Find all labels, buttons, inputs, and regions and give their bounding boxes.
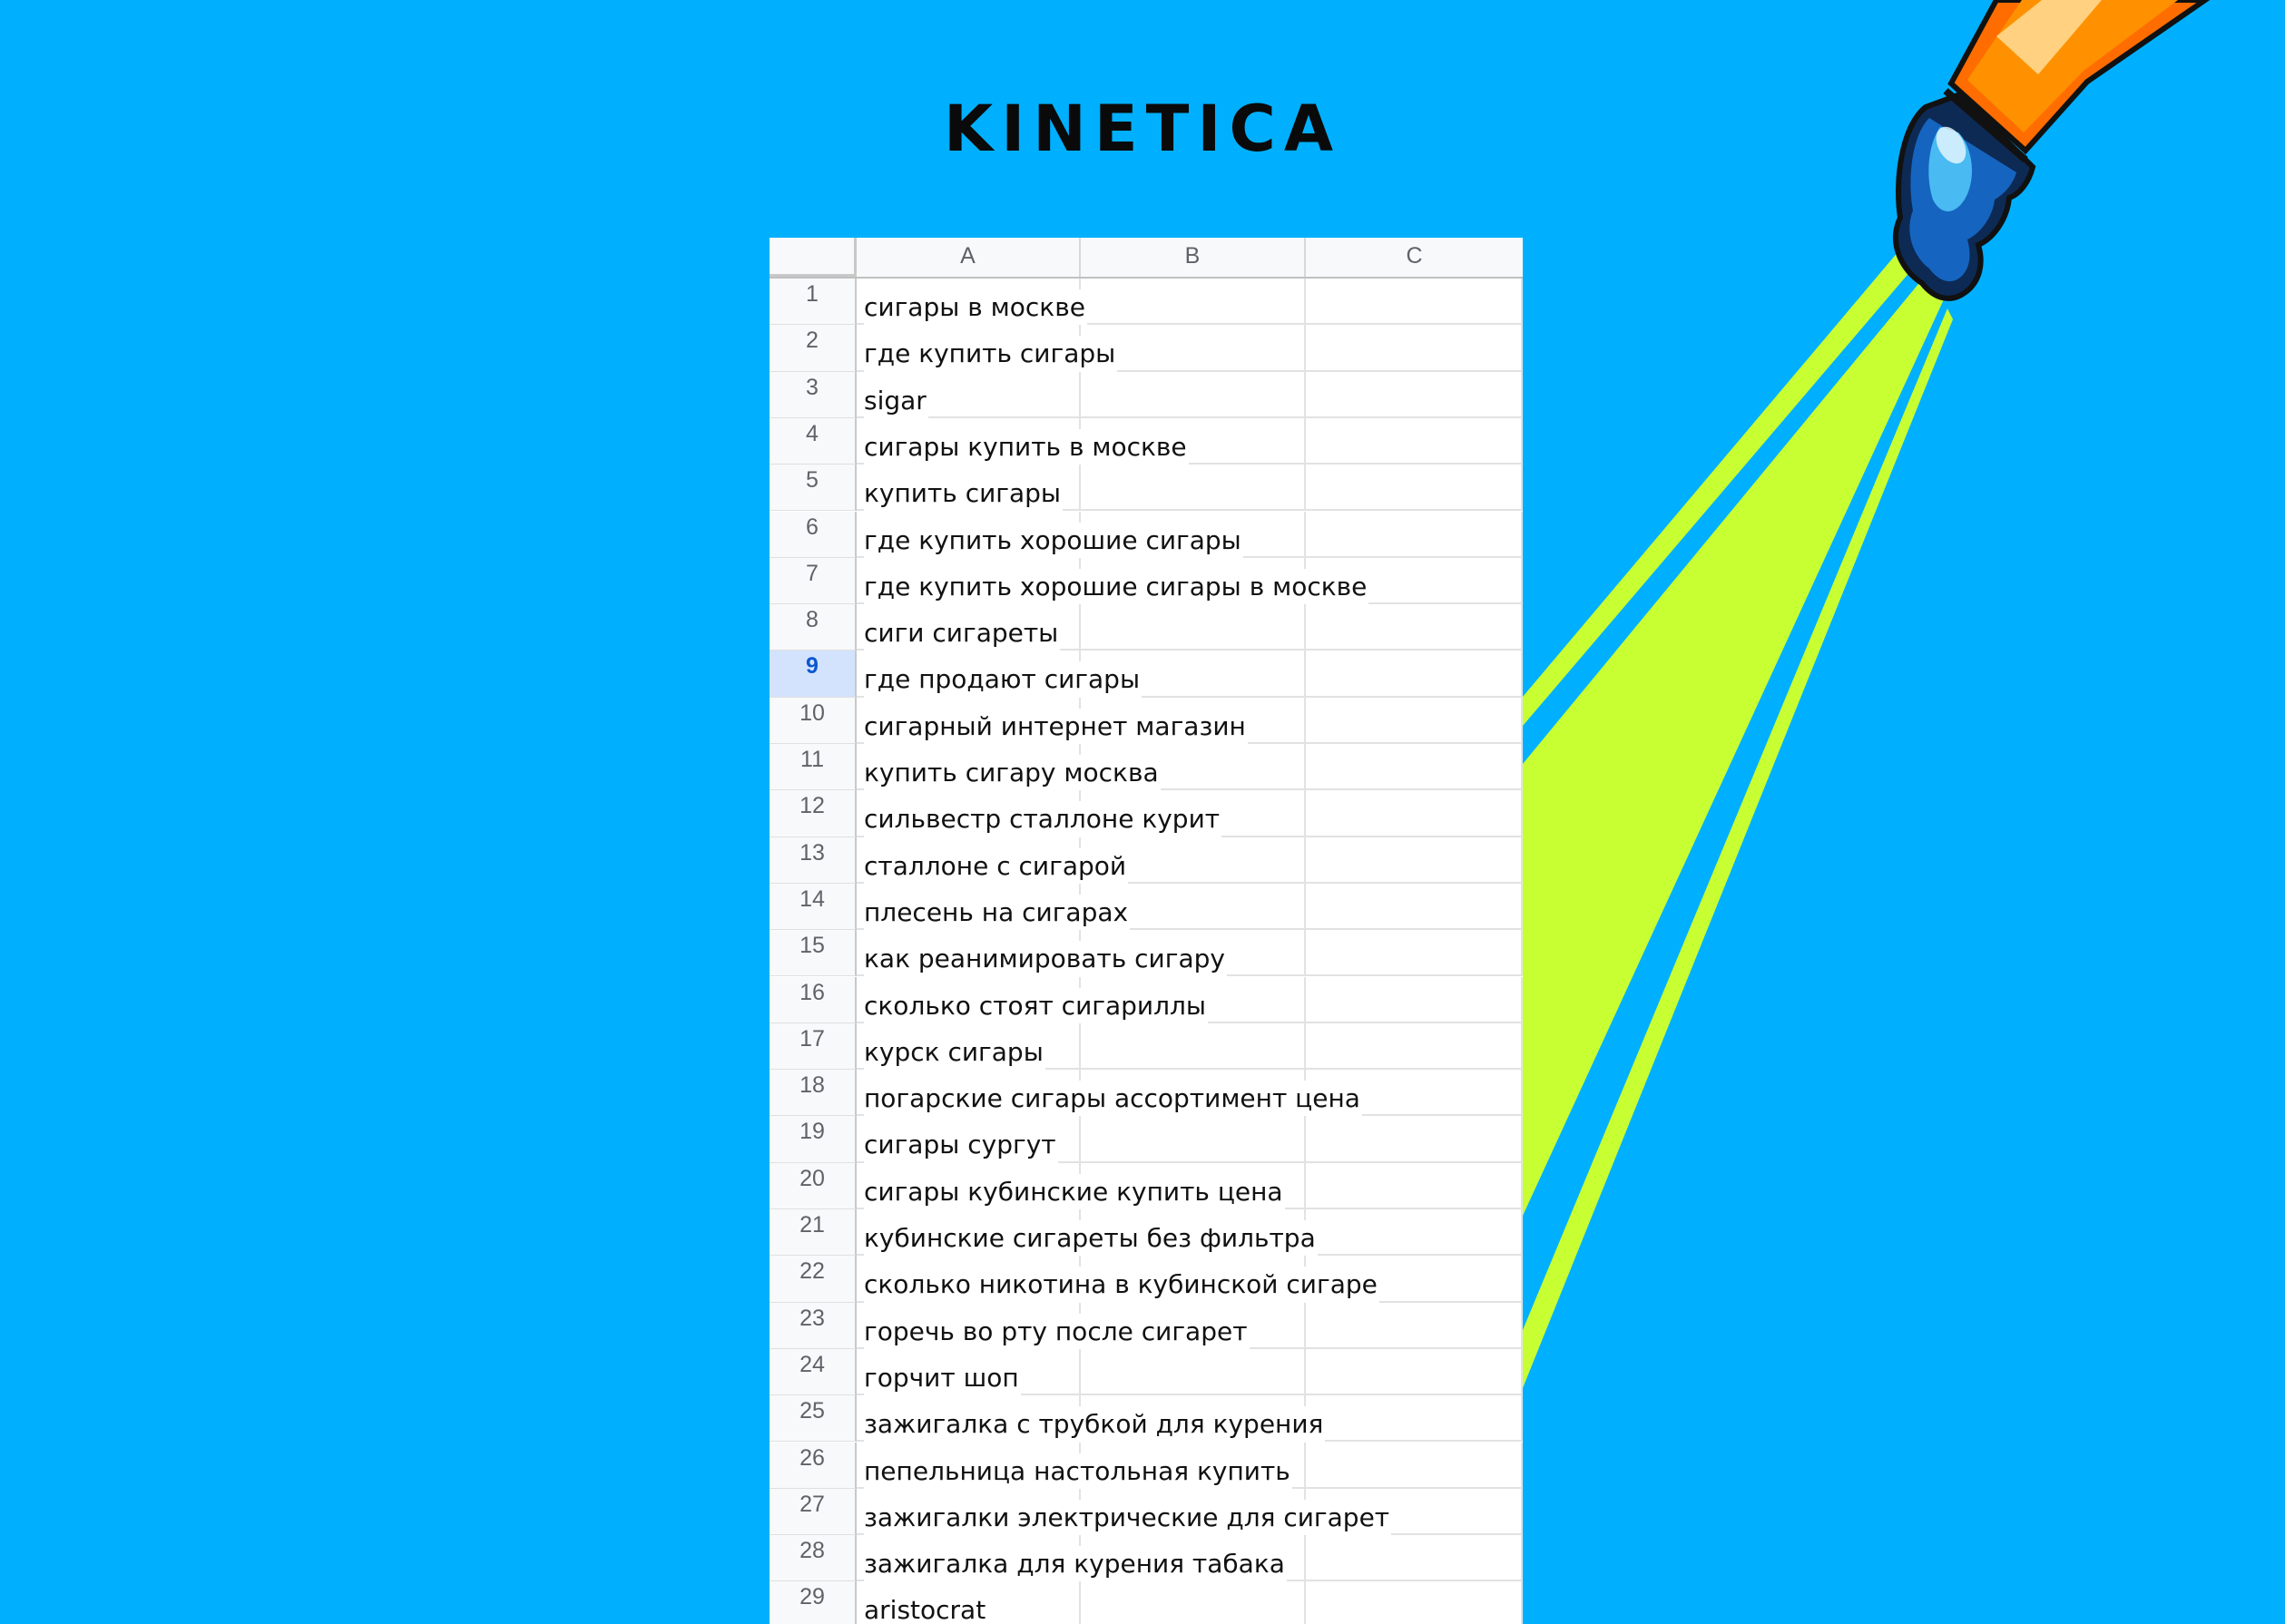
row-header[interactable]: 17 (770, 1023, 857, 1070)
cell-c[interactable] (1306, 930, 1523, 976)
cell-a-value: где купить хорошие сигары в москве (864, 569, 1368, 605)
cell-c[interactable] (1306, 604, 1523, 651)
cell-a-value: сигары кубинские купить цена (864, 1174, 1285, 1210)
cell-a-value: зажигалка с трубкой для курения (864, 1406, 1325, 1443)
cell-b[interactable] (1081, 604, 1306, 651)
row-header[interactable]: 14 (770, 884, 857, 930)
cell-c[interactable] (1306, 1209, 1523, 1256)
cell-a-value: зажигалки электрические для сигарет (864, 1500, 1391, 1536)
table-row (770, 1395, 1523, 1442)
table-row (770, 558, 1523, 604)
row-header[interactable]: 18 (770, 1070, 857, 1116)
table-row (770, 325, 1523, 371)
table-row (770, 418, 1523, 465)
row-header[interactable]: 2 (770, 325, 857, 371)
cell-a-value: купить сигару москва (864, 755, 1161, 791)
cell-c[interactable] (1306, 837, 1523, 884)
row-header[interactable]: 22 (770, 1256, 857, 1302)
cell-b[interactable] (1081, 372, 1306, 418)
select-all-corner[interactable] (770, 238, 857, 277)
row-header[interactable]: 13 (770, 837, 857, 884)
cell-a-value: сколько никотина в кубинской сигаре (864, 1267, 1379, 1303)
cell-a-value: горчит шоп (864, 1360, 1021, 1396)
row-header[interactable]: 28 (770, 1535, 857, 1581)
table-row (770, 744, 1523, 790)
spreadsheet[interactable] (770, 238, 1523, 1624)
cell-b[interactable] (1081, 279, 1306, 325)
row-header[interactable]: 4 (770, 418, 857, 465)
cell-a-value: сигарный интернет магазин (864, 709, 1248, 745)
cell-b[interactable] (1081, 1116, 1306, 1162)
row-header[interactable]: 25 (770, 1395, 857, 1442)
cell-c[interactable] (1306, 977, 1523, 1023)
column-header-b[interactable]: B (1081, 238, 1306, 277)
cell-c[interactable] (1306, 418, 1523, 465)
row-header[interactable]: 24 (770, 1349, 857, 1395)
cell-a-value: где купить сигары (864, 336, 1117, 372)
cell-a-value: пепельница настольная купить (864, 1453, 1292, 1490)
table-row (770, 1489, 1523, 1535)
beam-stripe-main (1523, 269, 1944, 1216)
cell-a-value: сигары сургут (864, 1127, 1058, 1163)
row-header[interactable]: 9 (770, 651, 857, 697)
cell-c[interactable] (1306, 465, 1523, 511)
cell-a-value: sigar (864, 383, 928, 419)
table-row (770, 372, 1523, 418)
row-header[interactable]: 23 (770, 1303, 857, 1349)
cell-c[interactable] (1306, 884, 1523, 930)
table-row (770, 279, 1523, 325)
table-row (770, 930, 1523, 976)
cell-a-value: горечь во рту после сигарет (864, 1314, 1250, 1350)
row-header[interactable]: 7 (770, 558, 857, 604)
cell-a-value: сколько стоят сигариллы (864, 988, 1208, 1024)
row-header[interactable]: 1 (770, 279, 857, 325)
cell-c[interactable] (1306, 1535, 1523, 1581)
cell-c[interactable] (1306, 1163, 1523, 1209)
row-header[interactable]: 6 (770, 512, 857, 558)
cell-a-value: сильвестр сталлоне курит (864, 801, 1221, 837)
cell-c[interactable] (1306, 1303, 1523, 1349)
cell-c[interactable] (1306, 279, 1523, 325)
cell-c[interactable] (1306, 372, 1523, 418)
table-row (770, 1581, 1523, 1624)
cell-a-value: купить сигары (864, 475, 1063, 512)
row-header[interactable]: 10 (770, 698, 857, 744)
table-row (770, 977, 1523, 1023)
table-row (770, 651, 1523, 697)
cell-c[interactable] (1306, 651, 1523, 697)
table-row (770, 1209, 1523, 1256)
table-row (770, 790, 1523, 836)
row-header[interactable]: 5 (770, 465, 857, 511)
cell-a-value: сигары купить в москве (864, 429, 1189, 465)
table-row (770, 698, 1523, 744)
row-header[interactable]: 15 (770, 930, 857, 976)
cell-a-value: сиги сигареты (864, 615, 1060, 651)
table-row (770, 1535, 1523, 1581)
cell-c[interactable] (1306, 1581, 1523, 1624)
table-row (770, 512, 1523, 558)
row-header[interactable]: 29 (770, 1581, 857, 1624)
cell-a-value: сигары в москве (864, 289, 1087, 326)
table-row (770, 1256, 1523, 1302)
cell-b[interactable] (1081, 1023, 1306, 1070)
table-row (770, 1070, 1523, 1116)
row-header[interactable]: 20 (770, 1163, 857, 1209)
cell-c[interactable] (1306, 1116, 1523, 1162)
cell-a-value: сталлоне с сигарой (864, 848, 1128, 885)
cell-c[interactable] (1306, 1349, 1523, 1395)
row-header[interactable]: 16 (770, 977, 857, 1023)
table-row (770, 1349, 1523, 1395)
table-row (770, 1163, 1523, 1209)
table-row (770, 884, 1523, 930)
row-header[interactable]: 27 (770, 1489, 857, 1535)
cell-b[interactable] (1081, 465, 1306, 511)
column-header-row (770, 238, 1523, 279)
table-row (770, 837, 1523, 884)
cell-c[interactable] (1306, 698, 1523, 744)
column-header-a[interactable]: A (857, 238, 1081, 277)
column-header-c[interactable]: C (1406, 243, 1423, 269)
cell-b[interactable] (1081, 1349, 1306, 1395)
table-row (770, 1303, 1523, 1349)
row-header[interactable]: 12 (770, 790, 857, 836)
row-header[interactable]: 11 (770, 744, 857, 790)
cell-c[interactable] (1306, 325, 1523, 371)
cell-c[interactable] (1306, 790, 1523, 836)
cell-a-value: погарские сигары ассортимент цена (864, 1081, 1362, 1117)
cell-c[interactable] (1306, 744, 1523, 790)
table-row (770, 1023, 1523, 1070)
cell-a-value: где купить хорошие сигары (864, 523, 1243, 559)
table-row (770, 604, 1523, 651)
cell-b[interactable] (1081, 1581, 1306, 1624)
cell-c[interactable] (1306, 1023, 1523, 1070)
cell-a-value: кубинские сигареты без фильтра (864, 1220, 1318, 1257)
cell-a-value: курск сигары (864, 1034, 1045, 1071)
cell-a-value: aristocrat (864, 1592, 987, 1624)
cell-a-value: плесень на сигарах (864, 895, 1130, 931)
table-row (770, 1443, 1523, 1489)
table-row (770, 465, 1523, 511)
row-header[interactable]: 8 (770, 604, 857, 651)
cell-c[interactable] (1306, 1443, 1523, 1489)
row-header[interactable]: 26 (770, 1443, 857, 1489)
cell-a-value: где продают сигары (864, 661, 1142, 698)
table-row (770, 1116, 1523, 1162)
brand-logo: KINETICA (943, 92, 1342, 166)
row-header[interactable]: 21 (770, 1209, 857, 1256)
cell-c[interactable] (1306, 512, 1523, 558)
cell-a-value: как реанимировать сигару (864, 941, 1227, 977)
cell-a-value: зажигалка для курения табака (864, 1546, 1287, 1582)
cell-c[interactable] (1306, 1395, 1523, 1442)
row-header[interactable]: 19 (770, 1116, 857, 1162)
row-header[interactable]: 3 (770, 372, 857, 418)
